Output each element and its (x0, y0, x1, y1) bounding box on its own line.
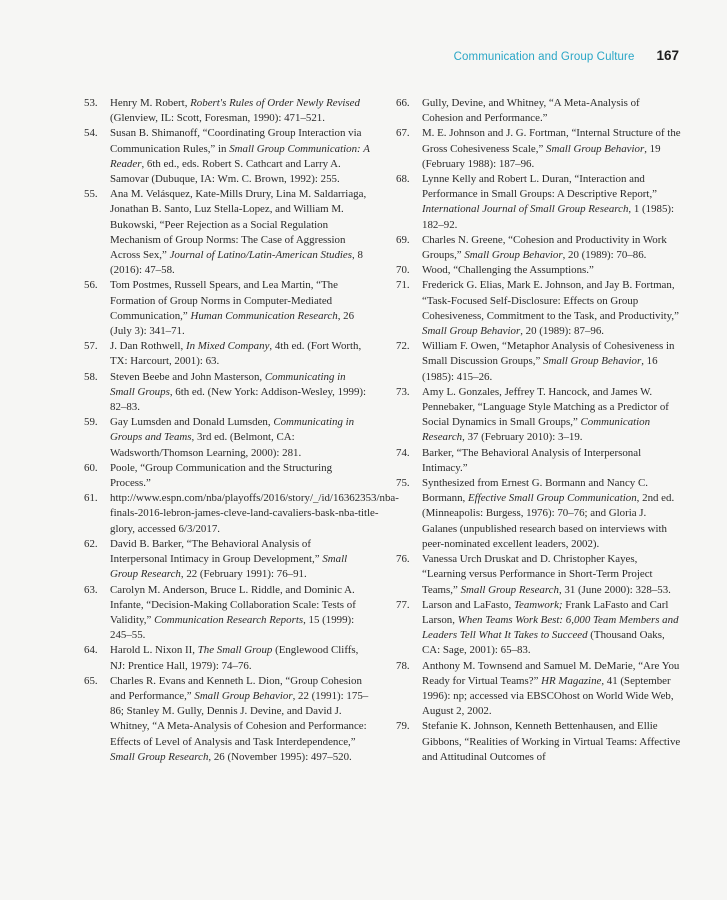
italic-title: Communicating in Groups and Teams (110, 416, 355, 444)
endnote-text (422, 172, 682, 233)
citation-text: Harold L. Nixon II, (110, 644, 198, 657)
endnote (84, 415, 370, 461)
italic-title: When Teams Work Best: 6,000 Team Members and Leaders Tell What It Takes to Succeed (422, 613, 679, 642)
citation-text: Vanessa Urch Druskat and D. Christopher Kayes, “Learning versus Performance in Short-Term Project Teams,” (422, 553, 653, 596)
endnote-number: 69. (396, 233, 410, 246)
endnote-text (422, 339, 682, 385)
citation-text: , 22 (February 1991): 76–91. (180, 568, 307, 581)
citation-text: (Thousand Oaks, CA: Sage, 2001): 65–83. (422, 629, 665, 657)
italic-title: Communicating in Small Groups (110, 370, 346, 398)
endnote-number: 75. (396, 477, 410, 490)
page-number: 167 (656, 48, 679, 63)
citation-text: Frank LaFasto and Carl Larson, (422, 598, 669, 626)
citation-text: Charles R. Evans and Kenneth L. Dion, “Group Cohesion and Performance,” (110, 674, 362, 702)
endnote (396, 233, 682, 263)
italic-title: In Mixed Company (185, 340, 270, 353)
citation-text: http://www.espn.com/nba/playoffs/2016/story/_/id/16362353/nba-finals-2016-lebron-james-cleve-land-cavaliers-bask-nba-title-glory, accessed 6/3/2017. (110, 492, 399, 535)
citation-text: William F. Owen, “Metaphor Analysis of Cohesiveness in Small Discussion Groups,” (422, 340, 675, 368)
endnote (84, 461, 370, 491)
endnote (84, 370, 370, 416)
endnote (84, 583, 370, 644)
citation-text: , 31 (June 2000): 328–53. (558, 583, 671, 596)
endnote (396, 719, 682, 765)
citation-text: Amy L. Gonzales, Jeffrey T. Hancock, and James W. Pennebaker, “Language Style Matching as a Predictor of Social Dynamics in Small Groups,” (422, 385, 669, 429)
endnote-text (110, 583, 370, 644)
italic-title: Robert's Rules of Order Newly Revised (190, 97, 360, 109)
endnote-number: 65. (84, 674, 98, 687)
endnote-number: 62. (84, 537, 98, 550)
endnote-number: 74. (396, 446, 410, 459)
italic-title: Small Group Behavior (422, 325, 521, 338)
citation-text: Gully, Devine, and Whitney, “A Meta-Analysis of Cohesion and Performance.” (422, 97, 640, 125)
endnote-number: 64. (84, 644, 98, 657)
citation-text: , 2nd ed. (Minneapolis: Burgess, 1976): 70–76; and Gloria J. Galanes (unpublished research based on interviews with peer-nominated excellent leaders, 2002). (422, 492, 675, 550)
citation-text: Stefanie K. Johnson, Kenneth Bettenhausen, and Ellie Gibbons, “Realities of Working in Virtual Teams: Affective and Attitudinal Outcomes of (422, 720, 681, 763)
citation-text: Steven Beebe and John Masterson, (110, 370, 265, 383)
endnote (396, 385, 682, 446)
endnote (84, 187, 370, 278)
endnote-number: 77. (396, 598, 410, 611)
citation-text: , 3rd ed. (Belmont, CA: Wadsworth/Thomson Learning, 2000): 281. (110, 431, 302, 459)
citation-text: David B. Barker, “The Behavioral Analysis of Interpersonal Intimacy in Group Development,” (110, 537, 323, 566)
endnote (396, 96, 682, 126)
citation-text: Barker, “The Behavioral Analysis of Interpersonal Intimacy.” (422, 446, 642, 474)
italic-title: Small Group Behavior (543, 355, 642, 368)
citation-text: , 26 (November 1995): 497–520. (208, 750, 352, 763)
citation-text: Lynne Kelly and Robert L. Duran, “Interaction and Performance in Small Groups: A Descriptive Report,” (422, 173, 658, 201)
endnote-number: 66. (396, 97, 410, 109)
endnote-number: 63. (84, 583, 98, 596)
endnote-text (422, 263, 682, 278)
endnote-number: 53. (84, 97, 98, 109)
endnote-number: 55. (84, 188, 98, 201)
endnote-text (422, 233, 682, 263)
citation-text: Carolyn M. Anderson, Bruce L. Riddle, and Dominic A. Infante, “Decision-Making Collaboration Scale: Tests of Validity,” (110, 583, 356, 626)
endnote (396, 598, 682, 659)
citation-text: , 1 (1985): 182–92. (422, 203, 675, 231)
citation-text: , 16 (1985): 415–26. (422, 355, 658, 383)
endnote-number: 61. (84, 492, 98, 505)
endnote (84, 278, 370, 339)
running-head (454, 48, 679, 63)
endnote-number: 60. (84, 461, 98, 474)
citation-text: (Englewood Cliffs, NJ: Prentice Hall, 1979): 74–76. (110, 644, 359, 672)
endnote-text (422, 598, 682, 659)
citation-text: , 6th ed. (New York: Addison-Wesley, 1999): 82–83. (110, 385, 367, 414)
endnote-text (110, 96, 370, 126)
endnote-number: 56. (84, 279, 98, 292)
citation-text: (Glenview, IL: Scott, Foresman, 1990): 471–521. (110, 112, 325, 125)
endnote-number: 78. (396, 659, 410, 672)
endnote-text (422, 126, 682, 172)
citation-text: , 8 (2016): 47–58. (110, 249, 363, 277)
endnote (396, 552, 682, 598)
citation-text: , 22 (1991): 175–86; Stanley M. Gully, Dennis J. Devine, and David J. Whitney, “A Meta-Analysis of Cohesion and Performance: Effects of Level of Analysis and Task Interdependence,” (110, 689, 369, 748)
citation-text: J. Dan Rothwell, (110, 340, 186, 353)
endnote-number: 54. (84, 127, 98, 140)
endnote-text (422, 476, 682, 552)
chapter-title: Communication and Group Culture (453, 51, 635, 63)
citation-text: , 4th ed. (Fort Worth, TX: Harcourt, 2001): 63. (110, 340, 362, 368)
citation-text: , 6th ed., eds. Robert S. Cathcart and Larry A. Samovar (Dubuque, IA: Wm. C. Brown, 1992): 255. (110, 157, 341, 186)
endnote-text (422, 96, 682, 126)
endnote-text (110, 339, 370, 369)
endnote-text (110, 278, 370, 339)
endnote-number: 59. (84, 416, 98, 429)
endnote-text (110, 370, 370, 416)
italic-title: HR Magazine (541, 674, 602, 687)
endnote-text (422, 446, 682, 476)
citation-text: Anthony M. Townsend and Samuel M. DeMarie, “Are You Ready for Virtual Teams?” (422, 659, 680, 687)
citation-text: Wood, “Challenging the Assumptions.” (422, 264, 594, 277)
endnote-number: 70. (396, 264, 410, 277)
endnote-text (422, 659, 682, 720)
citation-text: , 15 (1999): 245–55. (110, 613, 355, 642)
endnote-number: 67. (396, 127, 410, 140)
italic-title: Small Group Behavior (546, 142, 645, 155)
citation-text: Gay Lumsden and Donald Lumsden, (110, 416, 274, 429)
citation-text: Ana M. Velásquez, Kate-Mills Drury, Lina M. Saldarriaga, Jonathan B. Santo, Luz Stella-Lopez, and William M. Bukowski, “Peer Rejection as a Social Regulation Mechanism of Group Norms: The Case of Aggression Across Sex,” (110, 188, 367, 262)
italic-title: Communication Research (422, 416, 651, 444)
italic-title: Small Group Research (110, 553, 348, 581)
endnote (396, 172, 682, 233)
endnote-number: 68. (396, 173, 410, 186)
endnote-text (110, 537, 370, 583)
citation-text: , 37 (February 2010): 3–19. (462, 431, 583, 444)
endnote-text (110, 187, 370, 278)
italic-title: Effective Small Group Communication (467, 492, 637, 505)
citation-text: , 20 (1989): 70–86. (562, 249, 647, 262)
endnote (396, 339, 682, 385)
citation-text: , 41 (September 1996): np; accessed via EBSCOhost on World Wide Web, August 2, 2002. (422, 674, 674, 718)
endnote-text (422, 278, 682, 339)
endnote-number: 72. (396, 340, 410, 353)
endnote-text (110, 461, 370, 491)
endnote (84, 537, 370, 583)
endnote (396, 126, 682, 172)
italic-title: Communication Research Reports (154, 613, 304, 626)
endnote (84, 643, 370, 673)
citation-text: Henry M. Robert, (110, 97, 191, 109)
endnote (396, 446, 682, 476)
citation-text: , 26 (July 3): 341–71. (110, 309, 355, 338)
endnote-text (110, 415, 370, 461)
endnote-text (110, 643, 370, 673)
citation-text: Frederick G. Elias, Mark E. Johnson, and Jay B. Fortman, “Task-Focused Self-Disclosure: Effects on Group Cohesiveness, Commitment to the Task, and Productivity,” (422, 279, 679, 322)
endnote-text (422, 552, 682, 598)
endnote-text (422, 385, 682, 446)
citation-text: Charles N. Greene, “Cohesion and Productivity in Work Groups,” (422, 233, 667, 262)
endnote (396, 476, 682, 552)
endnote (84, 339, 370, 369)
citation-text: M. E. Johnson and J. G. Fortman, “Internal Structure of the Gross Cohesiveness Scale,” (422, 127, 681, 155)
endnote-number: 58. (84, 370, 98, 383)
endnote (84, 491, 399, 537)
citation-text: Poole, “Group Communication and the Structuring Process.” (110, 461, 333, 490)
endnote (84, 126, 370, 187)
notes-column-right (396, 96, 682, 765)
endnote-text (110, 491, 399, 537)
endnote-text (110, 674, 370, 765)
endnote-number: 71. (396, 279, 410, 292)
notes-column-left (84, 96, 399, 765)
italic-title: Small Group Behavior (464, 249, 563, 262)
endnote (396, 278, 682, 339)
endnote (396, 659, 682, 720)
italic-title: Small Group Research (460, 583, 559, 596)
endnote-number: 76. (396, 553, 410, 566)
citation-text: Tom Postmes, Russell Spears, and Lea Martin, “The Formation of Group Norms in Computer-Mediated Communication,” (110, 279, 338, 322)
citation-text: , 19 (February 1988): 187–96. (422, 142, 661, 170)
italic-title: Small Group Research (110, 750, 209, 763)
italic-title: International Journal of Small Group Research (422, 203, 629, 216)
italic-title: Small Group Communication: A Reader (110, 142, 370, 170)
citation-text: , 20 (1989): 87–96. (520, 325, 605, 338)
italic-title: The Small Group (197, 644, 273, 657)
italic-title: Journal of Latino/Latin-American Studies (169, 249, 353, 262)
endnote (84, 96, 370, 126)
italic-title: Small Group Behavior (194, 689, 293, 702)
endnote-number: 73. (396, 385, 410, 398)
endnote (396, 263, 682, 278)
citation-text: Larson and LaFasto, (422, 598, 514, 611)
italic-title: Human Communication Research (190, 309, 338, 322)
citation-text: Synthesized from Ernest G. Bormann and Nancy C. Bormann, (422, 477, 648, 505)
endnote-text (110, 126, 370, 187)
citation-text: Susan B. Shimanoff, “Coordinating Group Interaction via Communication Rules,” in (110, 127, 362, 155)
endnote-text (422, 719, 682, 765)
endnote-number: 79. (396, 720, 410, 733)
endnote-number: 57. (84, 340, 98, 353)
endnote (84, 674, 370, 765)
italic-title: Teamwork; (513, 598, 563, 611)
